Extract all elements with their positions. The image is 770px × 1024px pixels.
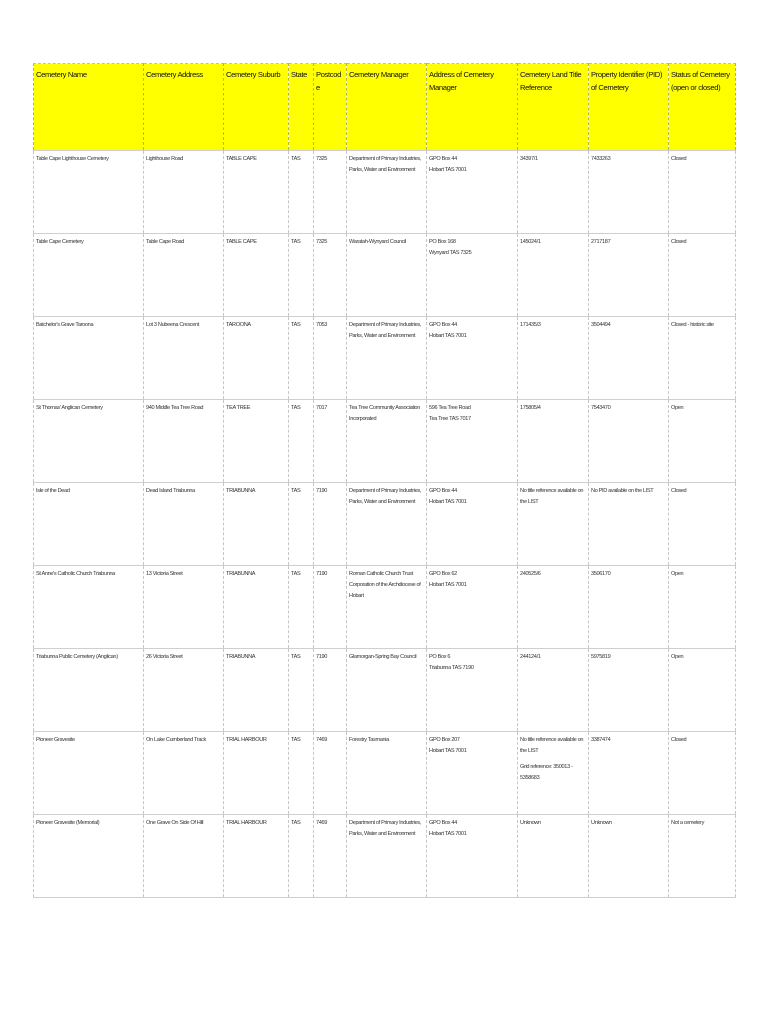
- cell-postcode: 7325: [314, 151, 347, 234]
- table-body: [34, 151, 736, 898]
- cell-cemetery-address: Lighthouse Road: [144, 151, 224, 234]
- cell-manager-address-line: Tea Tree TAS 7017: [429, 416, 471, 422]
- cell-cemetery-suburb: TABLE CAPE: [224, 151, 289, 234]
- cell-cemetery-manager: Department of Primary Industries, Parks, Water and Environment: [347, 151, 427, 234]
- cell-cemetery-name: Triabunna Public Cemetery (Anglican): [34, 649, 144, 732]
- cell-cemetery-suburb: TAROONA: [224, 317, 289, 400]
- cell-cemetery-address: 940 Middle Tea Tree Road: [144, 400, 224, 483]
- table-row: [34, 732, 736, 815]
- cell-property-identifier: 3387474: [589, 732, 669, 815]
- cell-land-title-reference: [518, 151, 589, 234]
- cell-state: TAS: [289, 400, 314, 483]
- cell-cemetery-suburb: TRIAL HARBOUR: [224, 815, 289, 898]
- cell-land-title-reference: [518, 317, 589, 400]
- cell-manager-address: [427, 649, 518, 732]
- cell-state: TAS: [289, 483, 314, 566]
- cell-cemetery-suburb: TRIABUNNA: [224, 566, 289, 649]
- cell-cemetery-name: Isle of the Dead: [34, 483, 144, 566]
- cell-cemetery-manager: Department of Primary Industries, Parks, Water and Environment: [347, 483, 427, 566]
- cell-state: TAS: [289, 151, 314, 234]
- header-status: Status of Cemetery (open or closed): [669, 64, 736, 151]
- cell-manager-address-line: Hobart TAS 7001: [429, 582, 467, 588]
- cell-postcode: 7053: [314, 317, 347, 400]
- cell-cemetery-suburb: TRIAL HARBOUR: [224, 732, 289, 815]
- cell-cemetery-address: 13 Victoria Street: [144, 566, 224, 649]
- table-row: [34, 317, 736, 400]
- cell-cemetery-address: One Grave On Side Of Hill: [144, 815, 224, 898]
- cell-land-title-reference: [518, 649, 589, 732]
- cemetery-register-sheet: [33, 63, 735, 898]
- cell-manager-address: [427, 815, 518, 898]
- header-row: [34, 64, 736, 151]
- table-row: [34, 234, 736, 317]
- cell-cemetery-name: St Thomas' Anglican Cemetery: [34, 400, 144, 483]
- cell-cemetery-suburb: TABLE CAPE: [224, 234, 289, 317]
- header-cemetery-manager: Cemetery Manager: [347, 64, 427, 151]
- cell-postcode: 7190: [314, 649, 347, 732]
- cell-cemetery-name: Table Cape Lighthouse Cemetery: [34, 151, 144, 234]
- cell-land-title-reference: [518, 400, 589, 483]
- cell-status: Closed: [669, 151, 736, 234]
- cell-land-title-reference-line: Unknown: [520, 820, 541, 826]
- cell-cemetery-name: Batchelor's Grave Taroona: [34, 317, 144, 400]
- cell-manager-address-line: Hobart TAS 7001: [429, 167, 467, 173]
- table-row: [34, 483, 736, 566]
- cell-status: Open: [669, 400, 736, 483]
- cell-postcode: 7469: [314, 732, 347, 815]
- table-row: [34, 566, 736, 649]
- cell-manager-address: [427, 566, 518, 649]
- header-postcode: Postcode: [314, 64, 347, 151]
- table-row: [34, 815, 736, 898]
- cell-property-identifier: 7543470: [589, 400, 669, 483]
- cell-manager-address-line: Hobart TAS 7001: [429, 831, 467, 837]
- cell-manager-address-line: GPO Box 44: [429, 488, 457, 494]
- cell-manager-address: [427, 400, 518, 483]
- cell-status: Closed: [669, 234, 736, 317]
- cell-cemetery-manager: Tea Tree Community Association Incorporated: [347, 400, 427, 483]
- cell-cemetery-address: Dead Island Triabunna: [144, 483, 224, 566]
- cell-property-identifier: 5975819: [589, 649, 669, 732]
- cell-manager-address-line: GPO Box 44: [429, 820, 457, 826]
- cell-cemetery-manager: Waratah-Wynyard Council: [347, 234, 427, 317]
- cell-manager-address: [427, 317, 518, 400]
- header-cemetery-suburb: Cemetery Suburb: [224, 64, 289, 151]
- cell-cemetery-manager: Department of Primary Industries, Parks, Water and Environment: [347, 815, 427, 898]
- cell-state: TAS: [289, 815, 314, 898]
- cell-manager-address-line: Hobart TAS 7001: [429, 748, 467, 754]
- cell-land-title-reference-line: No title reference available on the LIST: [520, 488, 584, 505]
- cell-postcode: 7190: [314, 566, 347, 649]
- cell-manager-address-line: Wynyard TAS 7325: [429, 250, 472, 256]
- header-manager-address: Address of Cemetery Manager: [427, 64, 518, 151]
- cell-land-title-reference-line: Grid reference: 350013 - 5358683: [520, 764, 573, 781]
- cell-land-title-reference-line: 244124/1: [520, 654, 541, 660]
- cell-postcode: 7190: [314, 483, 347, 566]
- header-cemetery-name: Cemetery Name: [34, 64, 144, 151]
- cell-state: TAS: [289, 732, 314, 815]
- cell-land-title-reference-line: 34397/1: [520, 156, 538, 162]
- cell-property-identifier: 2717187: [589, 234, 669, 317]
- cell-property-identifier: 3506170: [589, 566, 669, 649]
- cell-property-identifier: 3504494: [589, 317, 669, 400]
- cell-cemetery-name: Pioneer Gravesite: [34, 732, 144, 815]
- cell-land-title-reference-line: 240525/6: [520, 571, 541, 577]
- cell-status: Closed: [669, 483, 736, 566]
- cell-state: TAS: [289, 317, 314, 400]
- table-row: [34, 400, 736, 483]
- cell-status: Open: [669, 566, 736, 649]
- cell-manager-address-line: PO Box 6: [429, 654, 451, 660]
- cell-manager-address-line: PO Box 168: [429, 239, 456, 245]
- cell-manager-address-line: GPO Box 62: [429, 571, 457, 577]
- cell-status: Not a cemetery: [669, 815, 736, 898]
- cell-cemetery-suburb: TRIABUNNA: [224, 649, 289, 732]
- cell-cemetery-address: On Lake Cumberland Track: [144, 732, 224, 815]
- cell-land-title-reference: [518, 815, 589, 898]
- cell-manager-address-line: GPO Box 44: [429, 156, 457, 162]
- header-land-title-reference: Cemetery Land Title Reference: [518, 64, 589, 151]
- cell-cemetery-suburb: TEA TREE: [224, 400, 289, 483]
- table-header: [34, 64, 736, 151]
- cell-postcode: 7017: [314, 400, 347, 483]
- cell-state: TAS: [289, 649, 314, 732]
- cell-land-title-reference: [518, 483, 589, 566]
- cell-manager-address: [427, 151, 518, 234]
- cell-status: Closed - historic site: [669, 317, 736, 400]
- cell-manager-address: [427, 732, 518, 815]
- table-row: [34, 649, 736, 732]
- cell-manager-address-line: Hobart TAS 7001: [429, 499, 467, 505]
- cell-property-identifier: Unknown: [589, 815, 669, 898]
- cell-state: TAS: [289, 566, 314, 649]
- table-row: [34, 151, 736, 234]
- header-property-identifier: Property Identifier (PID) of Cemetery: [589, 64, 669, 151]
- cell-manager-address-line: Triabunna TAS 7190: [429, 665, 474, 671]
- cell-land-title-reference: [518, 732, 589, 815]
- cell-property-identifier: No PID available on the LIST: [589, 483, 669, 566]
- cell-manager-address: [427, 483, 518, 566]
- cell-manager-address-line: 596 Tea Tree Road: [429, 405, 471, 411]
- cell-land-title-reference: [518, 234, 589, 317]
- cell-land-title-reference-line: 145024/1: [520, 239, 541, 245]
- cell-state: TAS: [289, 234, 314, 317]
- cell-land-title-reference-line: No title reference available on the LIST: [520, 737, 584, 754]
- cell-manager-address-line: GPO Box 44: [429, 322, 457, 328]
- header-state: State: [289, 64, 314, 151]
- cell-cemetery-address: Table Cape Road: [144, 234, 224, 317]
- cell-cemetery-suburb: TRIABUNNA: [224, 483, 289, 566]
- cell-status: Open: [669, 649, 736, 732]
- cell-status: Closed: [669, 732, 736, 815]
- cell-cemetery-name: Table Cape Cemetery: [34, 234, 144, 317]
- cell-postcode: 7325: [314, 234, 347, 317]
- cell-cemetery-manager: Roman Catholic Church Trust Corporation of the Archdiocese of Hobart: [347, 566, 427, 649]
- header-cemetery-address: Cemetery Address: [144, 64, 224, 151]
- cell-manager-address: [427, 234, 518, 317]
- cell-manager-address-line: GPO Box 207: [429, 737, 460, 743]
- cell-cemetery-address: 26 Victoria Street: [144, 649, 224, 732]
- cell-land-title-reference: [518, 566, 589, 649]
- cell-cemetery-name: Pioneer Gravesite (Memorial): [34, 815, 144, 898]
- cell-land-title-reference-line: 175805/4: [520, 405, 541, 411]
- cemetery-table: [33, 63, 736, 898]
- cell-manager-address-line: Hobart TAS 7001: [429, 333, 467, 339]
- cell-cemetery-address: Lot 3 Nubeena Crescent: [144, 317, 224, 400]
- cell-cemetery-manager: Glamorgan-Spring Bay Council: [347, 649, 427, 732]
- cell-postcode: 7469: [314, 815, 347, 898]
- cell-cemetery-manager: Forestry Tasmania: [347, 732, 427, 815]
- cell-cemetery-manager: Department of Primary Industries, Parks, Water and Environment: [347, 317, 427, 400]
- cell-land-title-reference-line: 171435/3: [520, 322, 541, 328]
- cell-property-identifier: 7433263: [589, 151, 669, 234]
- cell-cemetery-name: St Anne's Catholic Church Triabunna: [34, 566, 144, 649]
